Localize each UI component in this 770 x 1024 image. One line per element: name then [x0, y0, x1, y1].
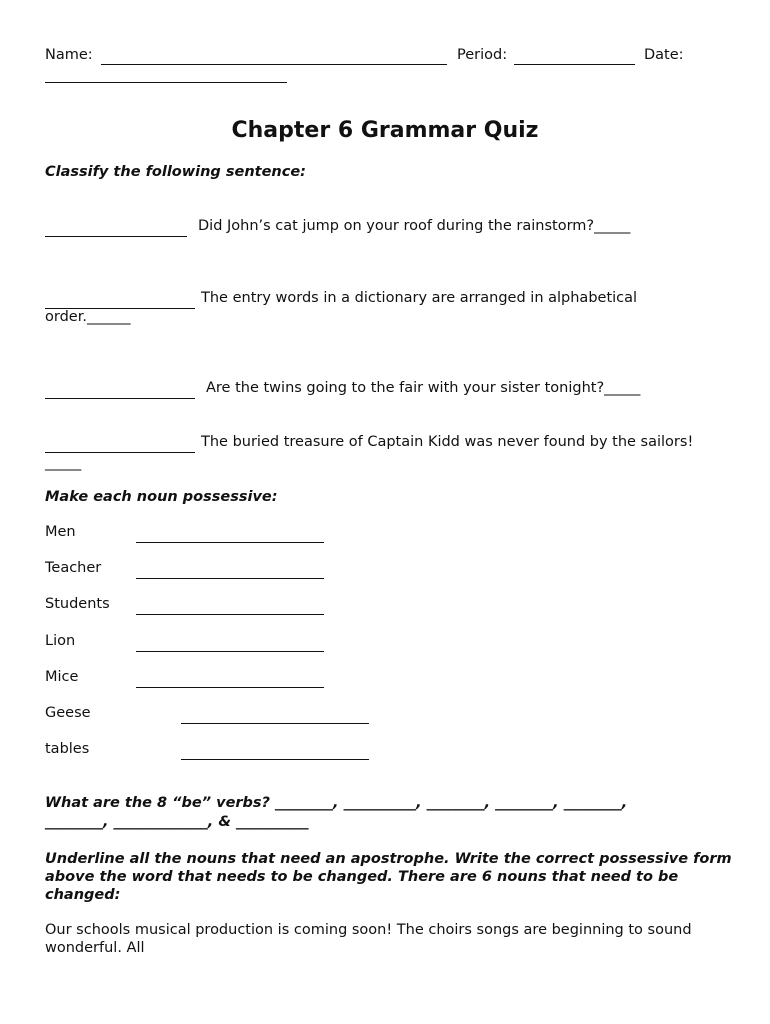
possessive-answer-blank[interactable] — [136, 578, 324, 579]
date-label: Date: — [644, 47, 684, 63]
apostrophe-passage: Our schools musical production is coming soon! The choirs songs are beginning to sound wonderful. All — [45, 922, 692, 956]
classify-answer-blank[interactable] — [45, 398, 195, 399]
noun-label: tables — [45, 741, 90, 757]
noun-label: Teacher — [45, 560, 102, 576]
classify-sentence: The buried treasure of Captain Kidd was never found by the sailors! — [201, 434, 694, 450]
noun-label: Men — [45, 524, 76, 540]
be-verbs-question: What are the 8 “be” verbs? ________, __________, ________, ________, ________, — [45, 795, 628, 811]
possessive-heading: Make each noun possessive: — [45, 489, 278, 505]
possessive-answer-blank[interactable] — [136, 542, 324, 543]
classify-sentence: The entry words in a dictionary are arranged in alphabetical — [201, 290, 638, 306]
period-blank[interactable] — [514, 64, 635, 65]
name-blank[interactable] — [101, 64, 447, 65]
classify-sentence-continued: _____ — [45, 455, 82, 471]
period-label: Period: — [457, 47, 508, 63]
classify-sentence: Are the twins going to the fair with your sister tonight?_____ — [206, 380, 641, 396]
classify-answer-blank[interactable] — [45, 452, 195, 453]
possessive-answer-blank[interactable] — [136, 687, 324, 688]
name-label: Name: — [45, 47, 93, 63]
classify-answer-blank[interactable] — [45, 236, 187, 237]
classify-sentence: Did John’s cat jump on your roof during the rainstorm?_____ — [198, 218, 631, 234]
possessive-answer-blank[interactable] — [181, 759, 369, 760]
noun-label: Mice — [45, 669, 79, 685]
noun-label: Geese — [45, 705, 91, 721]
possessive-answer-blank[interactable] — [136, 651, 324, 652]
date-blank[interactable] — [45, 82, 287, 83]
apostrophe-instructions: Underline all the nouns that need an apostrophe. Write the correct possessive form above the word that needs to be changed. There are 6 nouns that need to be changed: — [45, 851, 732, 903]
noun-label: Lion — [45, 633, 76, 649]
classify-sentence-continued: order.______ — [45, 309, 131, 325]
possessive-answer-blank[interactable] — [136, 614, 324, 615]
be-verbs-question-continued: ________, _____________, & __________ — [45, 814, 309, 830]
page-title: Chapter 6 Grammar Quiz — [231, 118, 539, 143]
noun-label: Students — [45, 596, 110, 612]
classify-heading: Classify the following sentence: — [45, 164, 306, 180]
possessive-answer-blank[interactable] — [181, 723, 369, 724]
